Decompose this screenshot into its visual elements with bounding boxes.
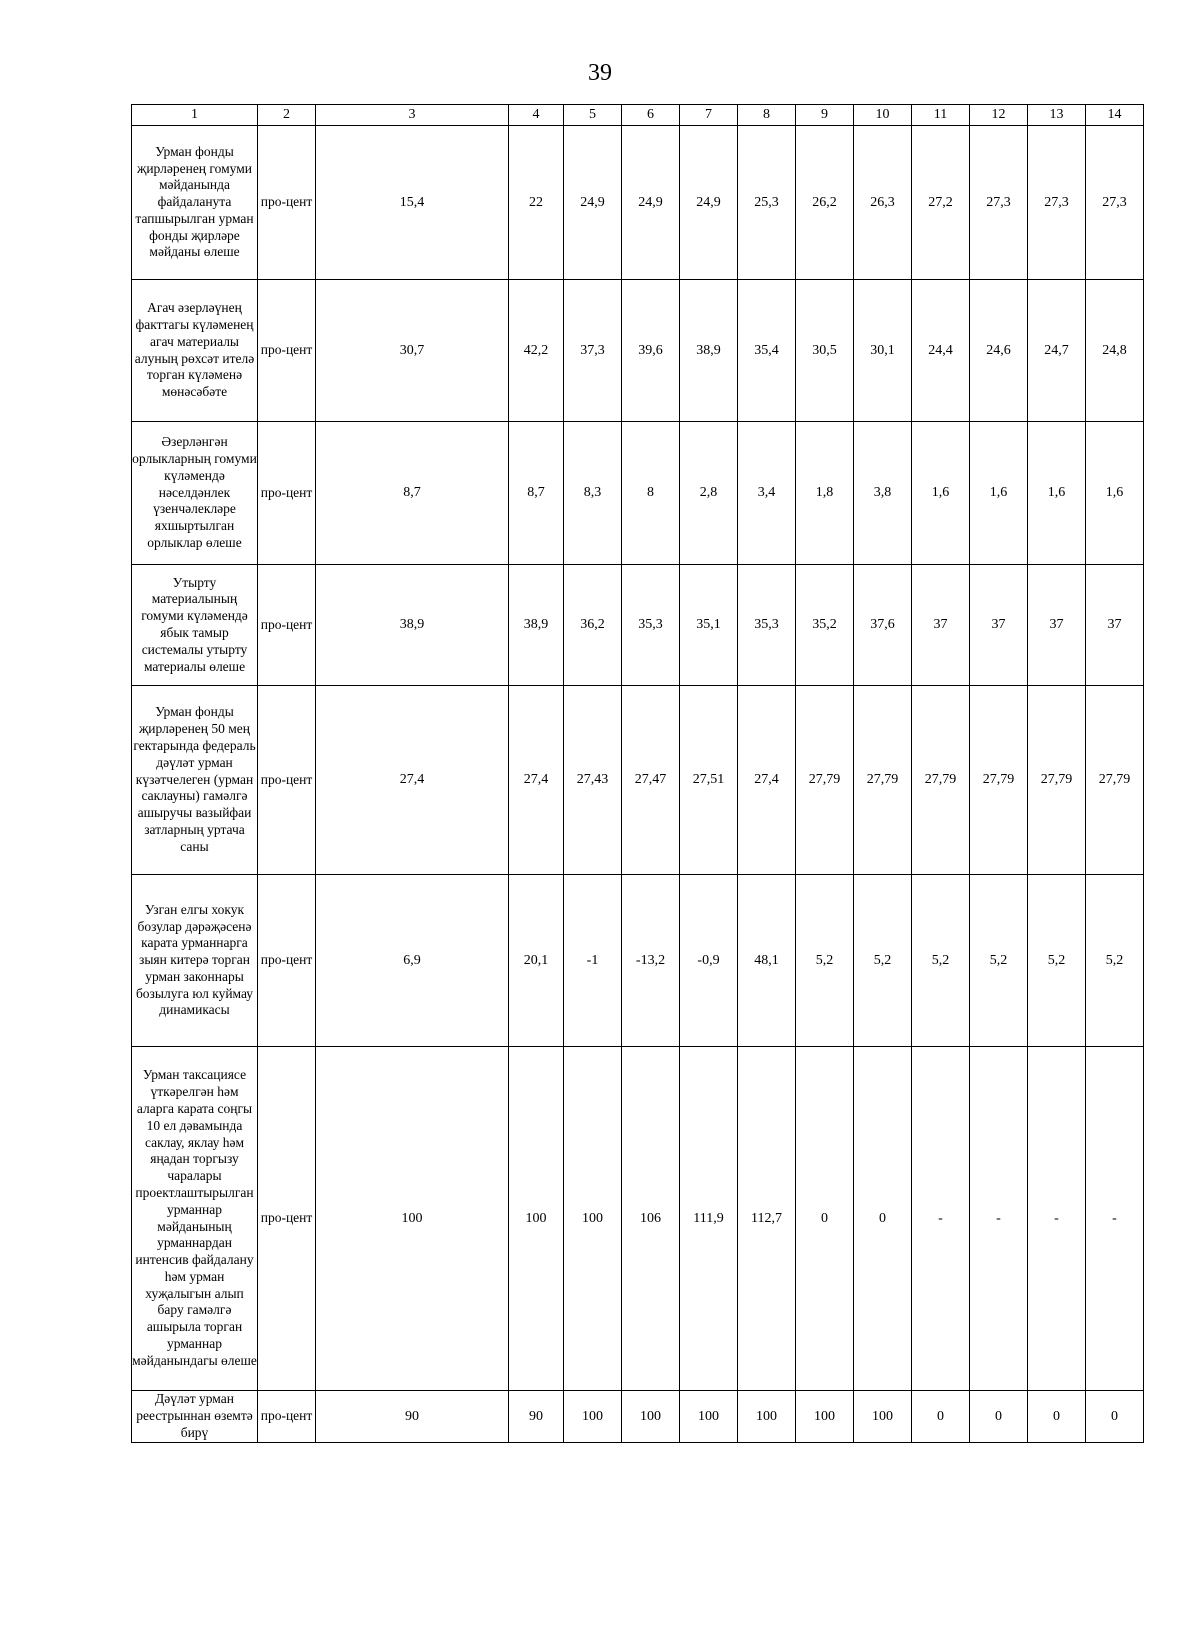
table-row — [132, 565, 1144, 686]
value-cell: 1,6 — [970, 422, 1028, 565]
value-cell: 25,3 — [738, 126, 796, 280]
value-cell: 35,1 — [680, 565, 738, 686]
value-cell: 27,43 — [564, 686, 622, 875]
indicator-name: Урман таксациясе үткәрелгән һәм аларга карата соңгы 10 ел дәвамында саклау, яклау һәм яңадан торгызу чаралары проектлаштырылган урманнар мәйданының урманнардан интенсив файдалану һәм урман хуҗалыгын алып бару гамәлгә ашырыла торган урманнар мәйданындагы өлеше — [132, 1047, 258, 1391]
unit-of-measure: про-цент — [258, 875, 316, 1047]
unit-of-measure: про-цент — [258, 280, 316, 422]
column-number-3: 3 — [316, 105, 509, 126]
value-cell: 35,2 — [796, 565, 854, 686]
indicator-name: Әзерләнгән орлыкларның гомуми күләмендә нәселдәнлек үзенчәлекләре яхшыртылган орлыклар өлеше — [132, 422, 258, 565]
column-number-6: 6 — [622, 105, 680, 126]
value-cell: 3,4 — [738, 422, 796, 565]
value-cell: 0 — [970, 1391, 1028, 1443]
column-number-5: 5 — [564, 105, 622, 126]
value-cell: 27,3 — [1028, 126, 1086, 280]
column-number-9: 9 — [796, 105, 854, 126]
unit-of-measure: про-цент — [258, 1391, 316, 1443]
value-cell: 0 — [1086, 1391, 1144, 1443]
table-row — [132, 126, 1144, 280]
value-cell: 37,3 — [564, 280, 622, 422]
value-cell: 27,3 — [970, 126, 1028, 280]
table-row — [132, 422, 1144, 565]
value-cell: 100 — [564, 1047, 622, 1391]
value-cell: 37,6 — [854, 565, 912, 686]
value-cell: 27,4 — [316, 686, 509, 875]
value-cell: 38,9 — [509, 565, 564, 686]
value-cell: 90 — [509, 1391, 564, 1443]
value-cell: 24,9 — [622, 126, 680, 280]
value-cell: 22 — [509, 126, 564, 280]
value-cell: 35,4 — [738, 280, 796, 422]
indicator-name: Дәүләт урман реестрыннан өземтә бирү — [132, 1391, 258, 1443]
value-cell: 27,4 — [509, 686, 564, 875]
value-cell: 37 — [970, 565, 1028, 686]
value-cell: 27,79 — [854, 686, 912, 875]
value-cell: 37 — [1086, 565, 1144, 686]
value-cell: 27,3 — [1086, 126, 1144, 280]
value-cell: 100 — [509, 1047, 564, 1391]
value-cell: 1,6 — [1086, 422, 1144, 565]
column-number-14: 14 — [1086, 105, 1144, 126]
value-cell: 30,7 — [316, 280, 509, 422]
unit-of-measure: про-цент — [258, 126, 316, 280]
value-cell: 90 — [316, 1391, 509, 1443]
indicator-name: Агач әзерләүнең факттагы күләменең агач материалы алуның рөхсәт ителә торган күләменә мөнәсәбәте — [132, 280, 258, 422]
value-cell: 1,6 — [912, 422, 970, 565]
value-cell: 5,2 — [796, 875, 854, 1047]
value-cell: 24,7 — [1028, 280, 1086, 422]
value-cell: 26,3 — [854, 126, 912, 280]
column-number-10: 10 — [854, 105, 912, 126]
value-cell: 27,79 — [796, 686, 854, 875]
value-cell: 5,2 — [1086, 875, 1144, 1047]
table-row — [132, 875, 1144, 1047]
unit-of-measure: про-цент — [258, 565, 316, 686]
column-number-2: 2 — [258, 105, 316, 126]
value-cell: 6,9 — [316, 875, 509, 1047]
column-number-13: 13 — [1028, 105, 1086, 126]
value-cell: 38,9 — [680, 280, 738, 422]
table-row — [132, 1047, 1144, 1391]
indicators-table — [131, 104, 1144, 1443]
value-cell: 37 — [912, 565, 970, 686]
value-cell: 38,9 — [316, 565, 509, 686]
value-cell: 27,51 — [680, 686, 738, 875]
value-cell: 5,2 — [970, 875, 1028, 1047]
value-cell: 27,47 — [622, 686, 680, 875]
value-cell: 100 — [796, 1391, 854, 1443]
value-cell: 5,2 — [854, 875, 912, 1047]
value-cell: 100 — [680, 1391, 738, 1443]
column-number-7: 7 — [680, 105, 738, 126]
column-number-row — [132, 105, 1144, 126]
value-cell: 27,79 — [970, 686, 1028, 875]
value-cell: 8,7 — [509, 422, 564, 565]
value-cell: 112,7 — [738, 1047, 796, 1391]
column-number-4: 4 — [509, 105, 564, 126]
value-cell: 27,4 — [738, 686, 796, 875]
value-cell: 8,3 — [564, 422, 622, 565]
value-cell: -1 — [564, 875, 622, 1047]
unit-of-measure: про-цент — [258, 422, 316, 565]
indicator-name: Урман фонды җирләренең 50 мең гектарында федераль дәүләт урман күзәтчелеген (урман саклауны) гамәлгә ашыручы вазыйфаи затларның уртача саны — [132, 686, 258, 875]
page-number: 39 — [588, 60, 612, 86]
value-cell: 24,9 — [680, 126, 738, 280]
indicator-name: Урман фонды җирләренең гомуми мәйданында файдаланута тапшырылган урман фонды җирләре мәйданы өлеше — [132, 126, 258, 280]
value-cell: 48,1 — [738, 875, 796, 1047]
value-cell: 0 — [796, 1047, 854, 1391]
value-cell: 27,2 — [912, 126, 970, 280]
value-cell: - — [1028, 1047, 1086, 1391]
column-number-1: 1 — [132, 105, 258, 126]
value-cell: 27,79 — [1086, 686, 1144, 875]
value-cell: 106 — [622, 1047, 680, 1391]
column-number-12: 12 — [970, 105, 1028, 126]
value-cell: 37 — [1028, 565, 1086, 686]
value-cell: 0 — [1028, 1391, 1086, 1443]
unit-of-measure: про-цент — [258, 686, 316, 875]
value-cell: 8,7 — [316, 422, 509, 565]
value-cell: 111,9 — [680, 1047, 738, 1391]
table-row — [132, 686, 1144, 875]
value-cell: 24,9 — [564, 126, 622, 280]
value-cell: 3,8 — [854, 422, 912, 565]
value-cell: 30,5 — [796, 280, 854, 422]
indicator-name: Узган елгы хокук бозулар дәрәҗәсенә карата урманнарга зыян китерә торган урман законнары бозылуга юл куймау динамикасы — [132, 875, 258, 1047]
value-cell: 5,2 — [1028, 875, 1086, 1047]
value-cell: 24,8 — [1086, 280, 1144, 422]
value-cell: 30,1 — [854, 280, 912, 422]
table-row — [132, 280, 1144, 422]
column-number-8: 8 — [738, 105, 796, 126]
value-cell: 100 — [316, 1047, 509, 1391]
value-cell: 39,6 — [622, 280, 680, 422]
value-cell: 24,6 — [970, 280, 1028, 422]
value-cell: 1,8 — [796, 422, 854, 565]
value-cell: - — [912, 1047, 970, 1391]
value-cell: 15,4 — [316, 126, 509, 280]
value-cell: 42,2 — [509, 280, 564, 422]
value-cell: 1,6 — [1028, 422, 1086, 565]
value-cell: 20,1 — [509, 875, 564, 1047]
value-cell: - — [1086, 1047, 1144, 1391]
value-cell: 100 — [738, 1391, 796, 1443]
unit-of-measure: про-цент — [258, 1047, 316, 1391]
value-cell: 27,79 — [1028, 686, 1086, 875]
value-cell: 24,4 — [912, 280, 970, 422]
value-cell: 8 — [622, 422, 680, 565]
value-cell: 35,3 — [738, 565, 796, 686]
column-number-11: 11 — [912, 105, 970, 126]
value-cell: 0 — [854, 1047, 912, 1391]
value-cell: - — [970, 1047, 1028, 1391]
value-cell: -13,2 — [622, 875, 680, 1047]
value-cell: 36,2 — [564, 565, 622, 686]
indicator-name: Утырту материалының гомуми күләмендә ябык тамыр системалы утырту материалы өлеше — [132, 565, 258, 686]
value-cell: 5,2 — [912, 875, 970, 1047]
value-cell: 26,2 — [796, 126, 854, 280]
value-cell: 27,79 — [912, 686, 970, 875]
value-cell: 100 — [564, 1391, 622, 1443]
value-cell: 100 — [622, 1391, 680, 1443]
value-cell: 0 — [912, 1391, 970, 1443]
value-cell: 2,8 — [680, 422, 738, 565]
value-cell: 100 — [854, 1391, 912, 1443]
value-cell: 35,3 — [622, 565, 680, 686]
value-cell: -0,9 — [680, 875, 738, 1047]
table-row — [132, 1391, 1144, 1443]
